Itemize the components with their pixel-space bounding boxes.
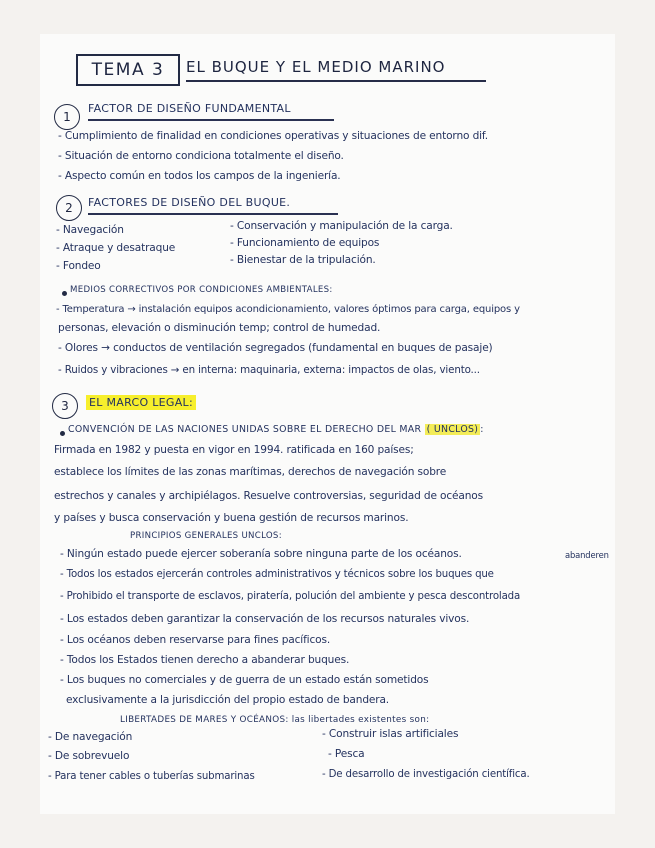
principle-2: - Todos los estados ejercerán controles administrativos y técnicos sobre los buques que — [60, 569, 494, 580]
unclos-paragraph-line-4: y países y busca conservación y buena gestión de recursos marinos. — [54, 512, 409, 524]
section-2-underline — [88, 213, 338, 215]
section-1-heading: FACTOR DE DISEÑO FUNDAMENTAL — [88, 102, 291, 115]
section-2-heading: FACTORES DE DISEÑO DEL BUQUE. — [88, 196, 291, 209]
section-3-number: 3 — [52, 393, 78, 419]
principle-7-continuation: exclusivamente a la jurisdicción del propio estado de bandera. — [66, 694, 390, 706]
section-3-heading — [86, 396, 196, 409]
section-1-line-3: - Aspecto común en todos los campos de la ingeniería. — [58, 170, 341, 182]
design-factor-left-2: - Atraque y desatraque — [56, 242, 176, 254]
principle-3: - Prohibido el transporte de esclavos, piratería, polución del ambiente y pesca descontrolada — [60, 591, 521, 602]
temperature-line-2: personas, elevación o disminución temp; control de humedad. — [58, 322, 381, 334]
principle-4: - Los estados deben garantizar la conservación de los recursos naturales vivos. — [60, 613, 470, 625]
design-factor-right-2: - Funcionamiento de equipos — [230, 237, 380, 249]
freedom-left-2: - De sobrevuelo — [48, 750, 130, 762]
unclos-paragraph-line-3: estrechos y canales y archipiélagos. Resuelve controversias, seguridad de océanos — [54, 490, 484, 502]
freedom-left-3: - Para tener cables o tuberías submarinas — [48, 771, 255, 782]
section-1-line-1: - Cumplimiento de finalidad en condiciones operativas y situaciones de entorno dif. — [58, 130, 488, 142]
odors-line: - Olores → conductos de ventilación segregados (fundamental en buques de pasaje) — [58, 342, 493, 354]
principles-heading: PRINCIPIOS GENERALES UNCLOS: — [130, 531, 282, 541]
section-1-underline — [88, 119, 334, 121]
bullet-dot — [62, 291, 67, 296]
page-title: EL BUQUE Y EL MEDIO MARINO — [186, 58, 446, 76]
bullet-dot — [60, 431, 65, 436]
freedoms-heading: LIBERTADES DE MARES Y OCÉANOS: las libertades existentes son: — [120, 715, 430, 725]
principle-7: - Los buques no comerciales y de guerra de un estado están sometidos — [60, 674, 429, 686]
noise-line: - Ruidos y vibraciones → en interna: maquinaria, externa: impactos de olas, viento... — [58, 364, 480, 376]
principle-5: - Los océanos deben reservarse para fines pacíficos. — [60, 634, 331, 646]
principle-6: - Todos los Estados tienen derecho a abanderar buques. — [60, 654, 350, 666]
section-1-number: 1 — [54, 104, 80, 130]
title-underline — [186, 80, 486, 82]
principle-1: - Ningún estado puede ejercer soberanía sobre ninguna parte de los océanos. — [60, 548, 462, 560]
section-1-line-2: - Situación de entorno condiciona totalmente el diseño. — [58, 150, 344, 162]
unclos-tag: ( UNCLOS) — [426, 424, 479, 435]
freedom-right-1: - Construir islas artificiales — [322, 728, 459, 740]
convention-line — [68, 424, 484, 435]
notebook-page — [40, 34, 615, 814]
section-3-heading-text: EL MARCO LEGAL: — [86, 395, 196, 410]
section-2-number: 2 — [56, 195, 82, 221]
design-factor-right-1: - Conservación y manipulación de la carga. — [230, 220, 453, 232]
design-factor-left-3: - Fondeo — [56, 260, 101, 272]
convention-name: CONVENCIÓN DE LAS NACIONES UNIDAS SOBRE EL DERECHO DEL MAR — [68, 424, 422, 435]
unclos-paragraph-line-2: establece los límites de las zonas marítimas, derechos de navegación sobre — [54, 466, 447, 478]
topic-number-box: TEMA 3 — [76, 54, 180, 86]
design-factor-right-3: - Bienestar de la tripulación. — [230, 254, 376, 266]
freedom-right-2: - Pesca — [328, 748, 365, 760]
inserted-word: abanderen — [565, 550, 609, 560]
convention-colon: : — [480, 424, 484, 435]
corrective-measures-heading: MEDIOS CORRECTIVOS POR CONDICIONES AMBIENTALES: — [70, 285, 333, 295]
freedom-left-1: - De navegación — [48, 731, 133, 743]
unclos-paragraph-line-1: Firmada en 1982 y puesta en vigor en 1994. ratificada en 160 países; — [54, 444, 414, 456]
freedom-right-3: - De desarrollo de investigación científica. — [322, 769, 530, 780]
temperature-line-1: - Temperatura → instalación equipos acondicionamiento, valores óptimos para carga, equipos y — [56, 304, 520, 315]
design-factor-left-1: - Navegación — [56, 224, 124, 236]
